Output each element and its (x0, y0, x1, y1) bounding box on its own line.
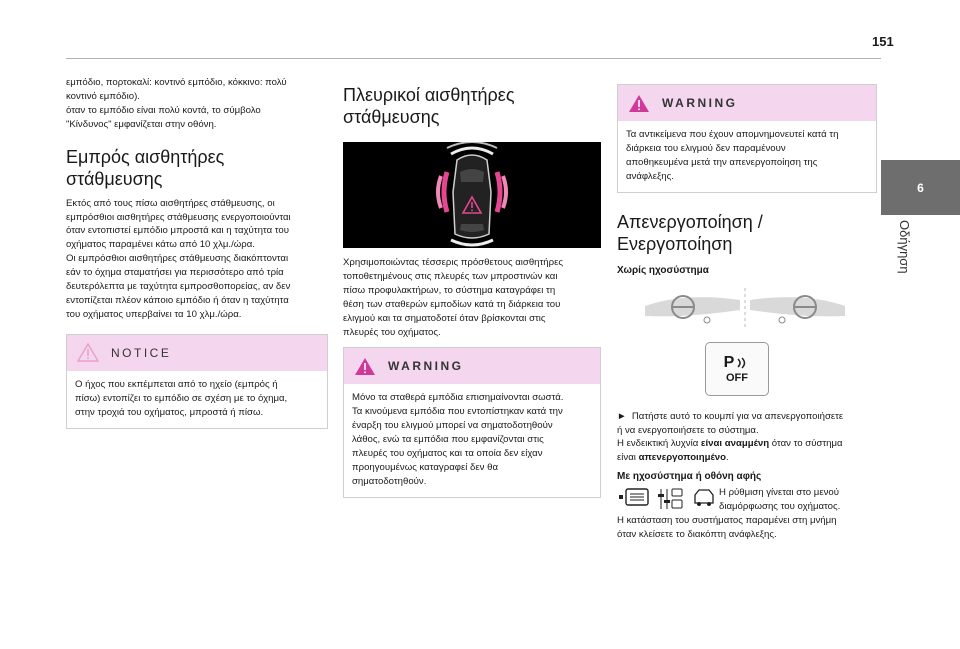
warning-line: πλευρές του οχήματος και τα οποία δεν είχαν (352, 448, 543, 460)
warning-line: Τα αντικείμενα που έχουν απομνημονευτεί κατά τη (626, 129, 839, 140)
body-line: θέση των σταθερών εμποδίων κατά τη διάρκεια του (343, 298, 561, 310)
warning-line: προηγουμένως καταγραφεί δεν θα (352, 461, 498, 473)
subheading: Με ηχοσύστημα ή οθόνη αφής (617, 471, 762, 483)
park-assist-off-button[interactable] (705, 342, 769, 396)
intro-line: όταν το εμπόδιο είναι πολύ κοντά, το σύμβολο (66, 104, 261, 116)
intro-line: κοντινό εμπόδιο). (66, 90, 140, 102)
column-1 (66, 76, 328, 429)
touch-text-line: Η ρύθμιση γίνεται στο μενού (719, 487, 839, 499)
caution-triangle-icon (77, 343, 99, 362)
body-line: εμπρόσθιοι αισθητήρες στάθμευσης ενεργοποιούνται (66, 211, 291, 223)
touchscreen-menu-icons (617, 486, 717, 512)
warning-header (344, 348, 600, 384)
warning-line: έναρξη του ελιγμού μπορεί να σηματοδοτηθούν (352, 420, 553, 432)
warning-line: σηματοδοτηθούν. (352, 475, 427, 487)
indicator-line: Η ενδεικτική λυχνία είναι αναμμένη όταν το σύστημα (617, 438, 843, 450)
section-heading: στάθμευσης (66, 168, 163, 189)
body-line: όταν εντοπιστεί εμπόδιο μπροστά και η ταχύτητα του (66, 225, 290, 237)
notice-header (67, 335, 327, 371)
warning-box (343, 347, 601, 497)
body-line: εάν το όχημα σταματήσει για περισσότερο από τρία (66, 267, 284, 279)
body-line: Χρησιμοποιώντας τέσσερις πρόσθετους αισθητήρες (343, 257, 563, 268)
body-line: ελιγμού και τα σηματοδοτεί όταν βρίσκονται στις (343, 312, 546, 324)
warning-triangle-icon (628, 94, 650, 113)
instruction-line: ή να ενεργοποιήσετε το σύστημα. (617, 424, 759, 436)
instruction-line: ► Πατήστε αυτό το κουμπί για να απενεργοποιήσετε (617, 410, 844, 422)
notice-box (66, 334, 328, 429)
arrow-icon: ► (617, 410, 627, 422)
final-line: Η κατάσταση του συστήματος παραμένει στη μνήμη (617, 515, 837, 527)
warning-triangle-icon (354, 357, 376, 376)
warning-title: WARNING (388, 359, 464, 374)
section-heading: Εμπρός αισθητήρες (66, 146, 225, 167)
warning-line: ανάφλεξης. (626, 170, 674, 182)
sensor-waves-icon (736, 356, 750, 370)
body-line: του οχήματος υπερβαίνει τα 10 χλμ./ώρα. (66, 308, 242, 320)
column-3 (617, 84, 877, 542)
section-heading: στάθμευσης (343, 107, 440, 127)
body-line: Εκτός από τους πίσω αισθητήρες στάθμευσης, οι (66, 197, 275, 209)
dashboard-illustration (645, 288, 845, 328)
section-heading: Πλευρικοί αισθητήρες (343, 85, 515, 105)
body-line: Οι εμπρόσθιοι αισθητήρες στάθμευσης διακόπτονται (66, 253, 289, 265)
off-label: OFF (726, 371, 748, 384)
intro-line: "Κίνδυνος" εμφανίζεται στην οθόνη. (66, 118, 217, 130)
body-line: εντοπίζεται πλέον κάποιο εμπόδιο ή όταν η ταχύτητα (66, 294, 289, 306)
section-heading: Ενεργοποίηση (617, 233, 733, 254)
dot-icon (619, 495, 623, 499)
intro-line: εμπόδιο, πορτοκαλί: κοντινό εμπόδιο, κόκκινο: πολύ (66, 77, 287, 88)
car-top-view-icon (343, 142, 601, 248)
indicator-line: είναι απενεργοποιημένο. (617, 452, 729, 464)
touch-text-line: διαμόρφωσης του οχήματος. (719, 501, 841, 513)
body-line: δευτερόλεπτα με ταχύτητα εμπροσθοπορείας, αν δεν (66, 281, 291, 293)
warning-line: αποθηκευμένα μετά την απενεργοποίηση της (626, 156, 818, 168)
notice-line: Ο ήχος που εκπέμπεται από το ηχείο (εμπρός ή (75, 378, 278, 390)
notice-title: NOTICE (111, 345, 172, 360)
header-rule (66, 58, 881, 59)
final-line: όταν κλείσετε το διακόπτη ανάφλεξης. (617, 528, 777, 540)
page-number: 151 (872, 34, 894, 49)
chapter-tab[interactable] (881, 160, 960, 215)
warning-line: λάθος, ενώ τα εμπόδια που εμφανίζονται στις (352, 434, 544, 446)
body-line: πίσω προφυλακτήρων, το σύστημα καταγράφει τη (343, 284, 556, 296)
body-line: πλευρές του οχήματος. (343, 326, 441, 338)
warning-line: Μόνο τα σταθερά εμπόδια επισημαίνονται σωστά. (352, 392, 564, 404)
warning-title: WARNING (662, 96, 738, 110)
notice-line: στην τροχιά του οχήματος, μπροστά ή πίσω. (75, 406, 264, 418)
chapter-label: Οδήγηση (897, 220, 912, 274)
body-line: οχήματος παραμένει κάτω από 10 χλμ./ώρα. (66, 239, 255, 251)
warning-line: Τα κινούμενα εμπόδια που εντοπίστηκαν κατά την (352, 406, 563, 418)
section-heading: Απενεργοποίηση / (617, 211, 763, 232)
notice-line: πίσω) εντοπίζει το εμπόδιο σε σχέση με το όχημα, (75, 392, 288, 404)
touch-screen-row (617, 486, 877, 514)
subheading: Χωρίς ηχοσύστημα (617, 264, 709, 276)
warning-box (617, 84, 877, 193)
chapter-number: 6 (917, 180, 924, 195)
warning-header (618, 85, 876, 121)
warning-line: διάρκεια του ελιγμού δεν παραμένουν (626, 142, 786, 154)
parking-p-icon: P (723, 353, 735, 371)
side-sensor-illustration (343, 142, 601, 248)
column-2 (343, 84, 601, 498)
body-line: τοποθετημένους στις πλευρές των μπροστινών και (343, 270, 558, 282)
